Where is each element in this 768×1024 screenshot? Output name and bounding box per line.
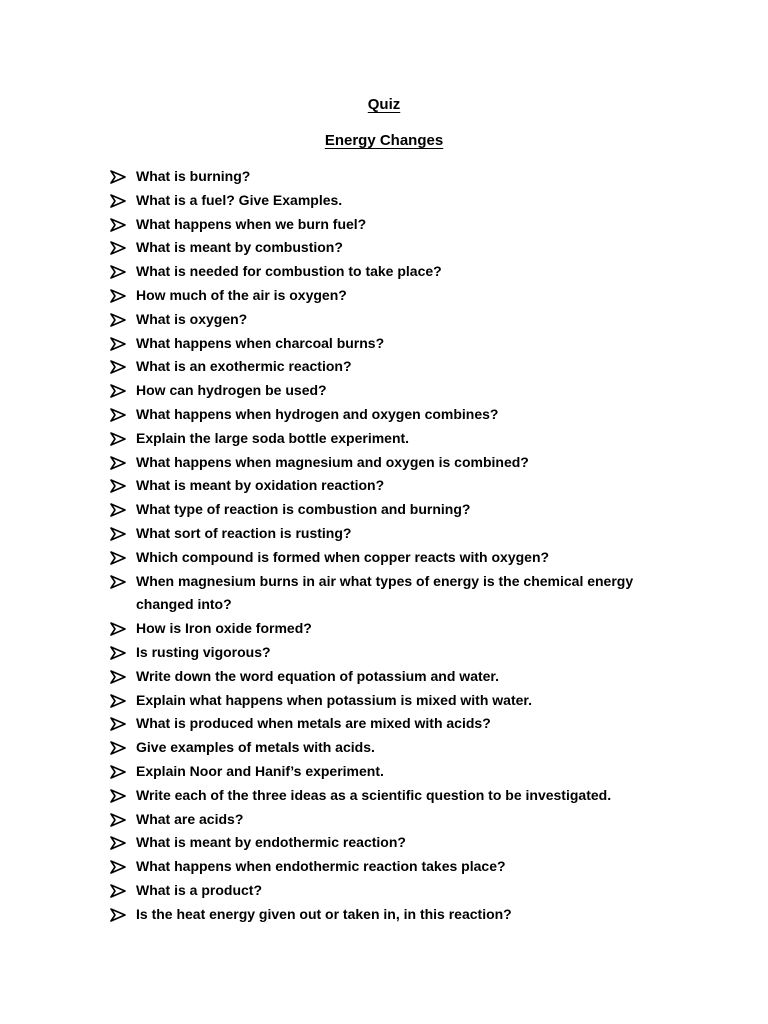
question-item	[110, 546, 710, 570]
arrowhead-bullet-icon	[110, 384, 126, 398]
question-item	[110, 831, 710, 855]
question-item	[110, 451, 710, 475]
question-list	[110, 165, 710, 927]
arrowhead-bullet-icon	[110, 717, 126, 731]
question-item	[110, 189, 710, 213]
arrowhead-bullet-icon	[110, 313, 126, 327]
question-item	[110, 379, 710, 403]
arrowhead-bullet-icon	[110, 194, 126, 208]
question-item	[110, 427, 710, 451]
arrowhead-bullet-icon	[110, 789, 126, 803]
arrowhead-bullet-icon	[110, 884, 126, 898]
question-item	[110, 879, 710, 903]
question-item	[110, 903, 710, 927]
question-text: What happens when hydrogen and oxygen combines?	[136, 405, 499, 422]
arrowhead-bullet-icon	[110, 265, 126, 279]
question-item	[110, 260, 710, 284]
question-text: What is a product?	[136, 881, 262, 898]
question-item	[110, 236, 710, 260]
question-text: What is meant by endothermic reaction?	[136, 834, 406, 851]
question-text: What is a fuel? Give Examples.	[136, 191, 343, 208]
arrowhead-bullet-icon	[110, 241, 126, 255]
question-text: What is produced when metals are mixed with acids?	[136, 715, 491, 732]
question-text: What is an exothermic reaction?	[136, 358, 352, 375]
question-text: What type of reaction is combustion and burning?	[136, 501, 471, 518]
question-text: What happens when endothermic reaction takes place?	[136, 858, 506, 875]
arrowhead-bullet-icon	[110, 170, 126, 184]
arrowhead-bullet-icon	[110, 622, 126, 636]
question-text: What sort of reaction is rusting?	[136, 524, 352, 541]
question-text: Write each of the three ideas as a scientific question to be investigated.	[136, 786, 612, 803]
question-text: What happens when we burn fuel?	[136, 215, 367, 232]
question-item	[110, 689, 710, 713]
question-text: When magnesium burns in air what types of energy is the chemical energy changed into?	[136, 572, 634, 613]
question-text: What happens when magnesium and oxygen is combined?	[136, 453, 529, 470]
question-item	[110, 165, 710, 189]
question-item	[110, 736, 710, 760]
arrowhead-bullet-icon	[110, 908, 126, 922]
question-item	[110, 855, 710, 879]
page-subtitle: Energy Changes	[324, 132, 444, 149]
question-item	[110, 760, 710, 784]
question-text: What is meant by oxidation reaction?	[136, 477, 385, 494]
question-item	[110, 641, 710, 665]
question-item	[110, 808, 710, 832]
arrowhead-bullet-icon	[110, 456, 126, 470]
question-text: Is rusting vigorous?	[136, 643, 271, 660]
question-item	[110, 355, 710, 379]
question-text: How can hydrogen be used?	[136, 382, 327, 399]
question-text: Is the heat energy given out or taken in, in this reaction?	[136, 905, 512, 922]
question-text: Explain what happens when potassium is mixed with water.	[136, 691, 532, 708]
arrowhead-bullet-icon	[110, 765, 126, 779]
arrowhead-bullet-icon	[110, 218, 126, 232]
question-text: Explain the large soda bottle experiment.	[136, 429, 410, 446]
arrowhead-bullet-icon	[110, 408, 126, 422]
question-item	[110, 784, 710, 808]
question-text: What is needed for combustion to take place?	[136, 263, 442, 280]
question-text: What is meant by combustion?	[136, 239, 343, 256]
arrowhead-bullet-icon	[110, 670, 126, 684]
question-text: How is Iron oxide formed?	[136, 620, 312, 637]
arrowhead-bullet-icon	[110, 741, 126, 755]
question-item	[110, 617, 710, 641]
question-text: Which compound is formed when copper reacts with oxygen?	[136, 548, 550, 565]
arrowhead-bullet-icon	[110, 575, 126, 589]
question-text: What are acids?	[136, 810, 244, 827]
arrowhead-bullet-icon	[110, 646, 126, 660]
question-text: How much of the air is oxygen?	[136, 286, 347, 303]
question-item	[110, 665, 710, 689]
arrowhead-bullet-icon	[110, 836, 126, 850]
question-item	[110, 522, 710, 546]
question-item	[110, 332, 710, 356]
question-text: What is oxygen?	[136, 310, 248, 327]
question-text: Write down the word equation of potassium and water.	[136, 667, 499, 684]
arrowhead-bullet-icon	[110, 813, 126, 827]
question-item	[110, 498, 710, 522]
question-text: What is burning?	[136, 168, 251, 184]
question-text: Give examples of metals with acids.	[136, 739, 375, 756]
question-item	[110, 570, 710, 618]
question-text: What happens when charcoal burns?	[136, 334, 385, 351]
question-item	[110, 308, 710, 332]
question-item	[110, 403, 710, 427]
arrowhead-bullet-icon	[110, 289, 126, 303]
arrowhead-bullet-icon	[110, 527, 126, 541]
arrowhead-bullet-icon	[110, 337, 126, 351]
arrowhead-bullet-icon	[110, 694, 126, 708]
arrowhead-bullet-icon	[110, 551, 126, 565]
question-item	[110, 474, 710, 498]
page-title: Quiz	[367, 96, 401, 113]
question-item	[110, 284, 710, 308]
arrowhead-bullet-icon	[110, 479, 126, 493]
arrowhead-bullet-icon	[110, 860, 126, 874]
question-text: Explain Noor and Hanif’s experiment.	[136, 762, 384, 779]
question-item	[110, 213, 710, 237]
question-item	[110, 712, 710, 736]
arrowhead-bullet-icon	[110, 360, 126, 374]
arrowhead-bullet-icon	[110, 432, 126, 446]
arrowhead-bullet-icon	[110, 503, 126, 517]
